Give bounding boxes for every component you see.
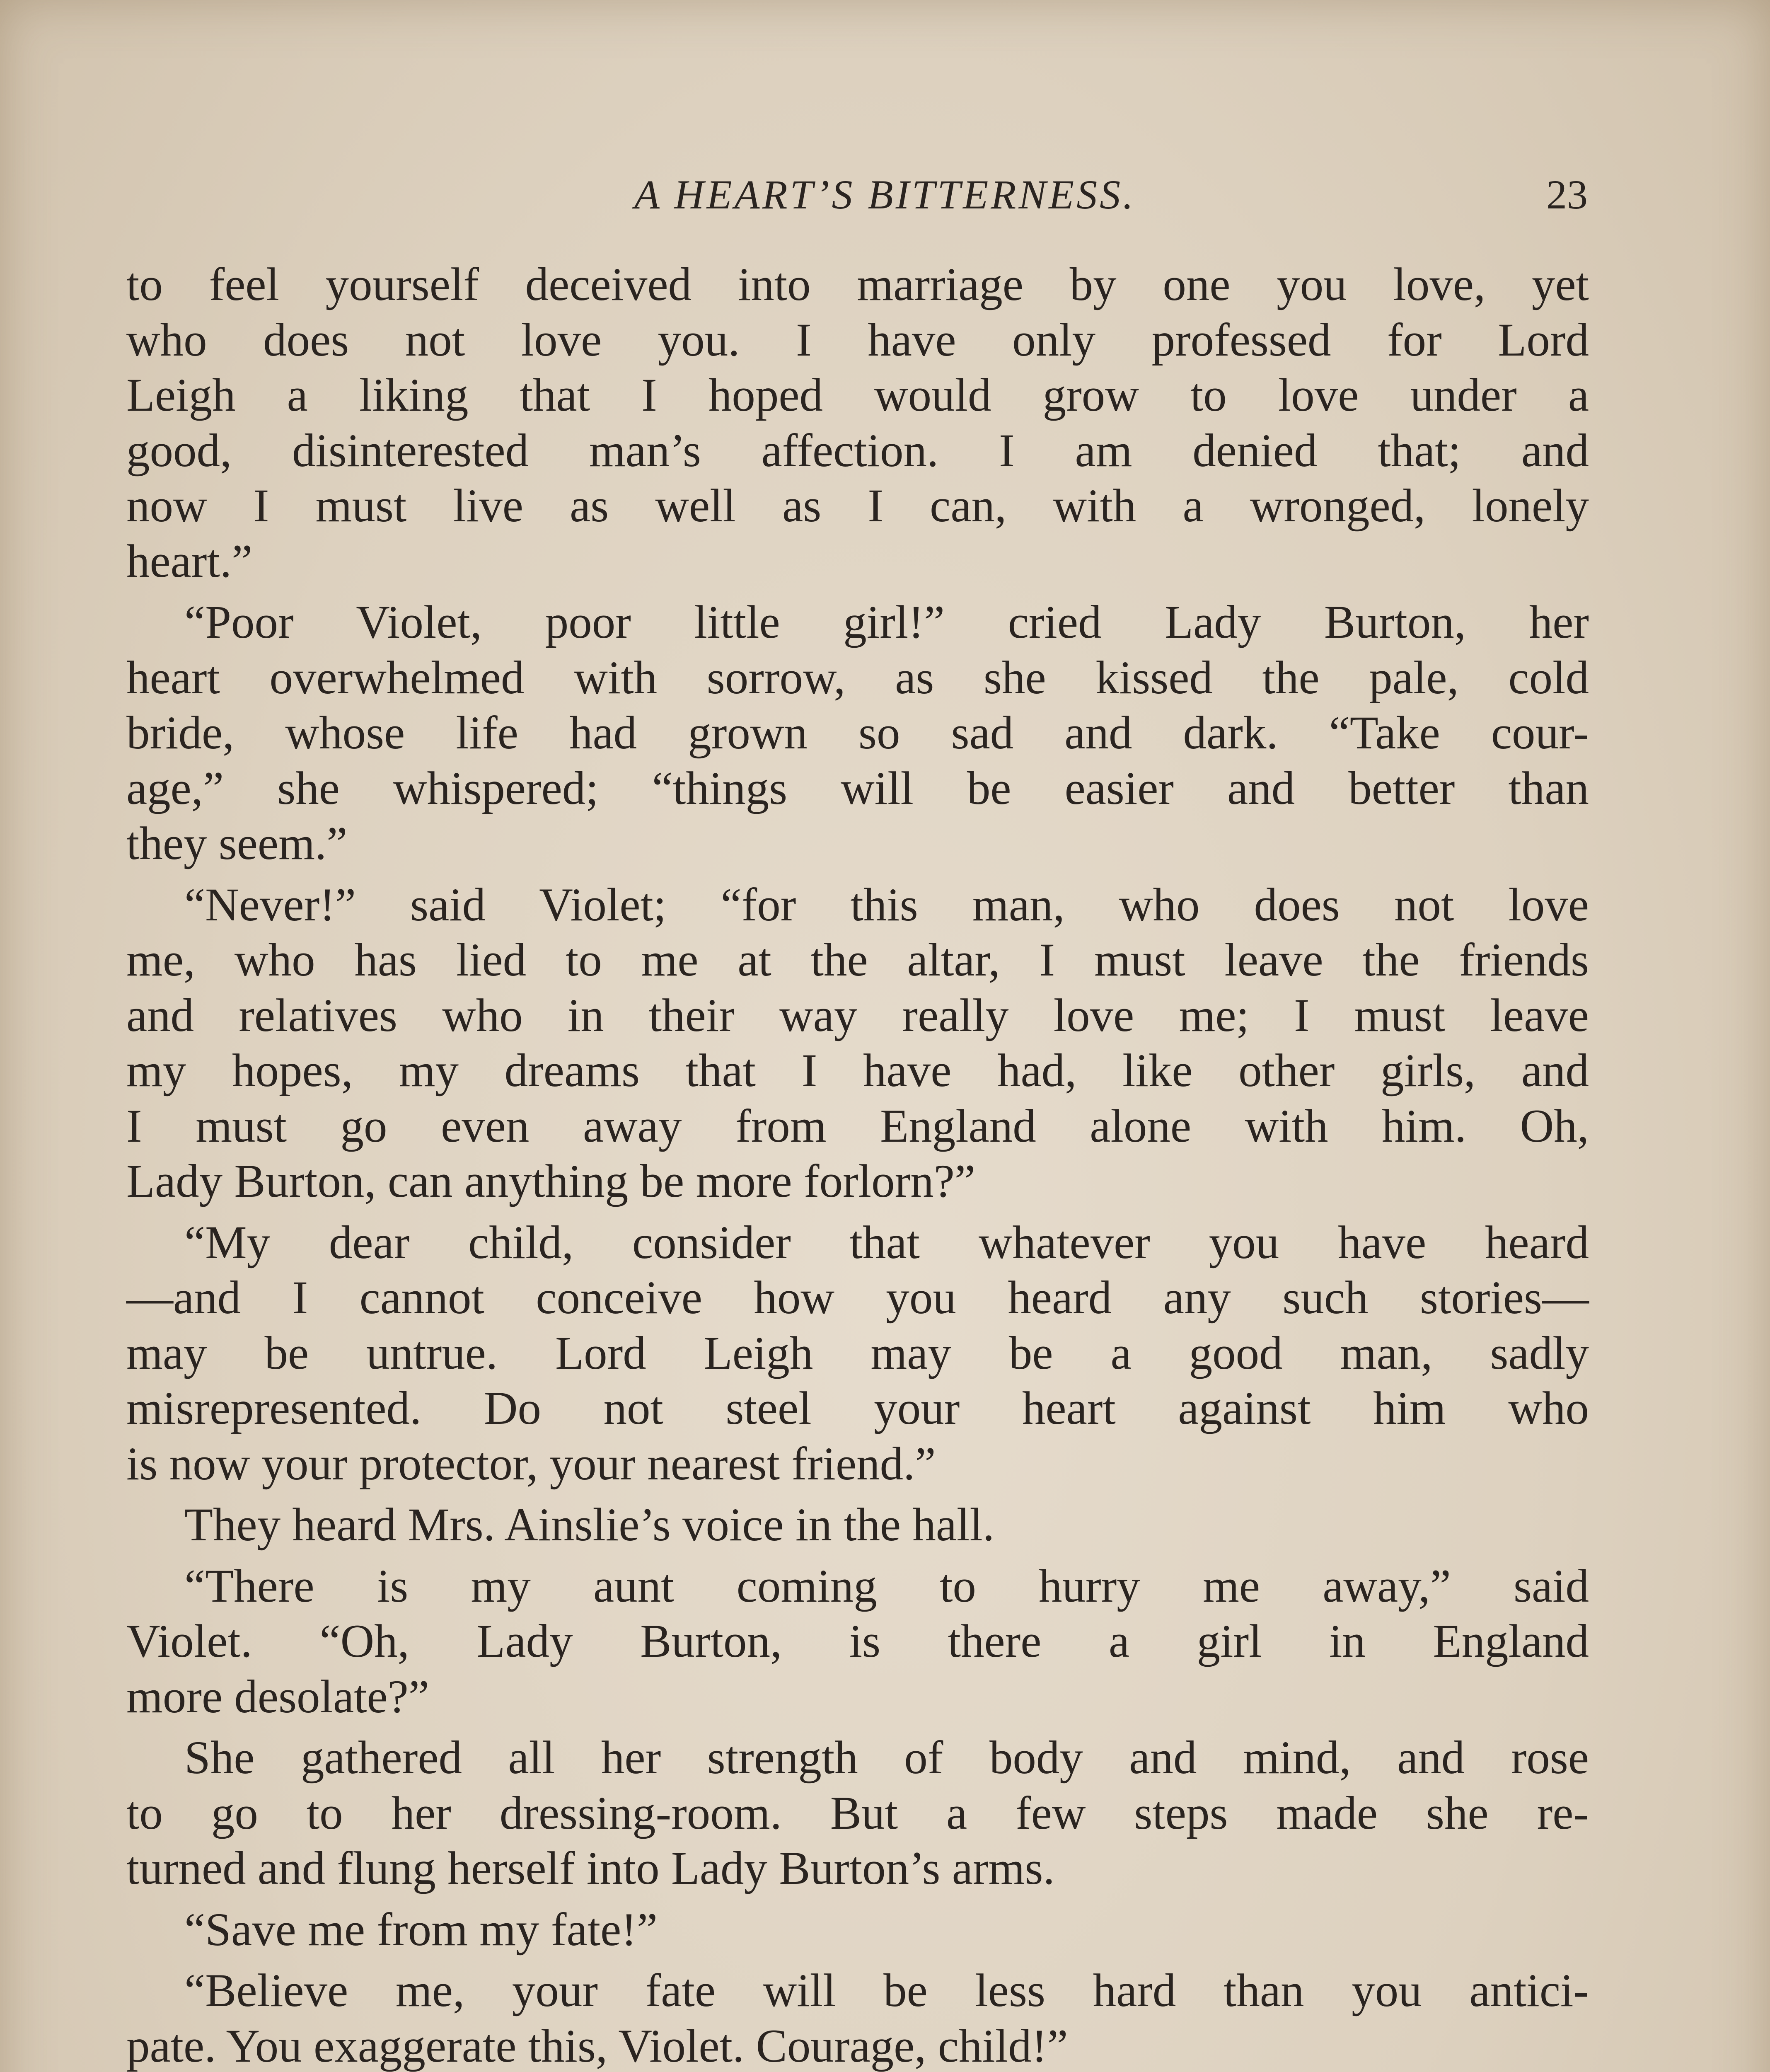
text-line: and relatives who in their way really love me; I must leave [126, 989, 1589, 1041]
paragraph [126, 877, 1589, 1209]
text-line: bride, whose life had grown so sad and dark. “Take cour- [126, 707, 1589, 759]
running-header [0, 166, 1770, 224]
text-line: good, disinterested man’s affection. I am denied that; and [126, 424, 1589, 477]
text-line: now I must live as well as I can, with a wronged, lonely [126, 480, 1589, 532]
text-line: to go to her dressing-room. But a few steps made she re- [126, 1787, 1589, 1839]
text-line: is now your protector, your nearest friend.” [126, 1438, 936, 1490]
paragraph [126, 1215, 1589, 1492]
text-line: heart overwhelmed with sorrow, as she kissed the pale, cold [126, 651, 1589, 704]
paragraph [126, 257, 1589, 589]
text-line: age,” she whispered; “things will be easier and better than [126, 762, 1589, 814]
paragraph [126, 1730, 1589, 1896]
text-line: to feel yourself deceived into marriage by one you love, yet [126, 259, 1589, 310]
text-line: me, who has lied to me at the altar, I must leave the friends [126, 934, 1589, 986]
text-line: “There is my aunt coming to hurry me away,” said [184, 1560, 1589, 1612]
text-line: I must go even away from England alone with him. Oh, [126, 1100, 1589, 1152]
text-line: turned and flung herself into Lady Burton’s arms. [126, 1842, 1055, 1894]
paragraph [126, 1902, 1589, 1958]
text-line: —and I cannot conceive how you heard any such stories— [126, 1272, 1589, 1324]
text-line: Leigh a liking that I hoped would grow to love under a [126, 369, 1589, 421]
text-line: they seem.” [126, 818, 348, 869]
text-line: who does not love you. I have only professed for Lord [126, 314, 1589, 366]
paragraph [126, 1497, 1589, 1553]
text-line: Lady Burton, can anything be more forlorn?” [126, 1155, 976, 1207]
text-line: may be untrue. Lord Leigh may be a good man, sadly [126, 1327, 1589, 1379]
text-line: my hopes, my dreams that I have had, like other girls, and [126, 1045, 1589, 1097]
text-line: misrepresented. Do not steel your heart against him who [126, 1382, 1589, 1434]
text-line: They heard Mrs. Ainslie’s voice in the hall. [184, 1499, 995, 1551]
text-line: “Poor Violet, poor little girl!” cried Lady Burton, her [184, 596, 1589, 648]
page-number: 23 [1546, 172, 1588, 218]
text-line: more desolate?” [126, 1670, 429, 1723]
text-line: Violet. “Oh, Lady Burton, is there a girl in England [126, 1615, 1589, 1667]
text-line: “My dear child, consider that whatever you have heard [184, 1216, 1589, 1268]
text-line: pate. You exaggerate this, Violet. Courage, child!” [126, 2020, 1068, 2072]
paragraph [126, 595, 1589, 871]
body-text [126, 257, 1589, 2072]
text-line: heart.” [126, 535, 253, 587]
running-title: A HEART’S BITTERNESS. [634, 172, 1136, 218]
paragraph [126, 1559, 1589, 1725]
text-line: She gathered all her strength of body and mind, and rose [184, 1732, 1589, 1784]
text-line: “Believe me, your fate will be less hard than you antici- [184, 1965, 1589, 2016]
text-line: “Save me from my fate!” [184, 1903, 658, 1956]
text-line: “Never!” said Violet; “for this man, who does not love [184, 879, 1589, 931]
paragraph [126, 1963, 1589, 2072]
